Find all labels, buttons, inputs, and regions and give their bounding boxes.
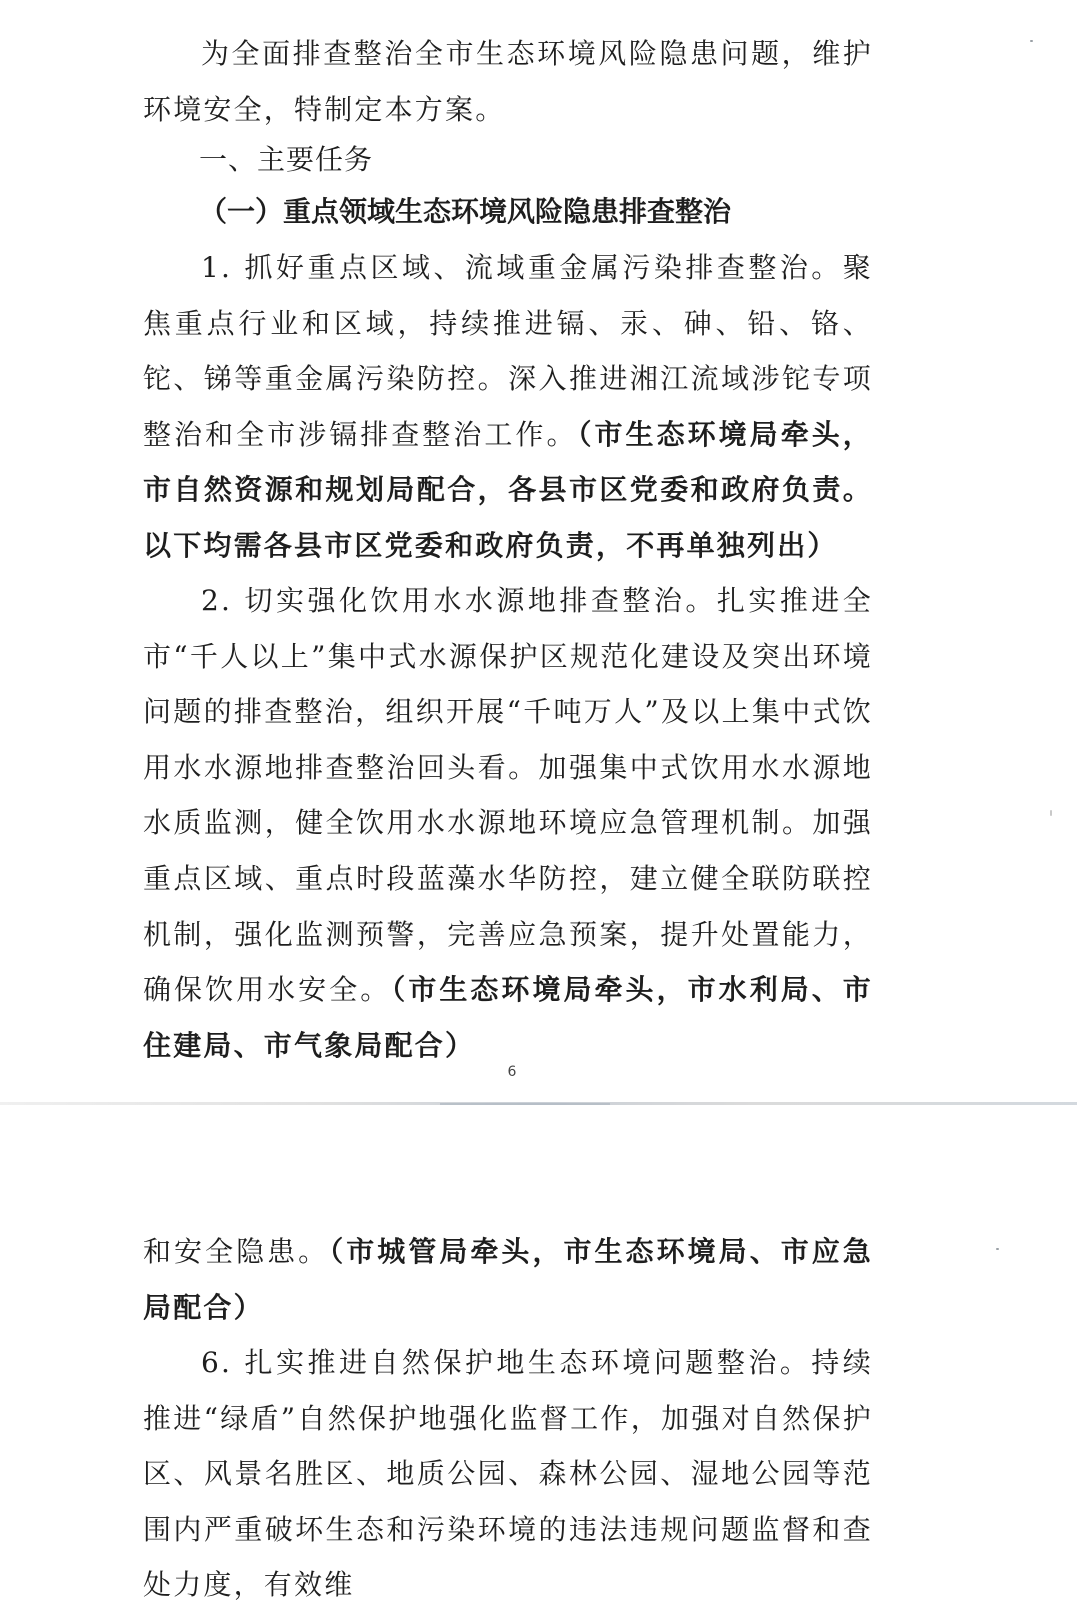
task-item-1-responsibility: （市生态环境局牵头，市自然资源和规划局配合，各县市区党委和政府负责。以下均需各县市区党委和政府负责，不再单独列出） — [143, 417, 873, 562]
task-item-1-text: 1. 抓好重点区域、流域重金属污染排查整治。聚焦重点行业和区域，持续推进镉、汞、砷、铅、铬、铊、锑等重金属污染防控。深入推进湘江流域涉铊专项整治和全市涉镉排查整治工作。 — [143, 251, 873, 451]
task-item-2 — [143, 573, 873, 1073]
scan-speck — [1050, 810, 1052, 816]
intro-paragraph: 为全面排查整治全市生态环境风险隐患问题，维护环境安全，特制定本方案。 — [143, 37, 873, 126]
scan-speck — [1030, 40, 1033, 42]
task-item-2-responsibility: （市生态环境局牵头，市水利局、市住建局、市气象局配合） — [143, 973, 873, 1062]
task-item-1 — [143, 240, 873, 574]
section-heading: 一、主要任务 — [199, 143, 374, 176]
scan-speck — [996, 1248, 999, 1250]
continuation-text: 和安全隐患。 — [143, 1235, 330, 1268]
page-number: 6 — [507, 1064, 517, 1080]
continuation-responsibility: （市城管局牵头，市生态环境局、市应急局配合） — [143, 1235, 874, 1324]
task-item-6: 6. 扎实推进自然保护地生态环境问题整治。持续推进“绿盾”自然保护地强化监督工作，加强对自然保护区、风景名胜区、地质公园、森林公园、湿地公园等范围内严重破坏生态和污染环境的违法违规问题监督和查处力度，有效维 — [143, 1346, 873, 1602]
subsection-heading: （一）重点领域生态环境风险隐患排查整治 — [199, 195, 732, 228]
continuation-paragraph — [143, 1224, 873, 1335]
task-item-2-text: 2. 切实强化饮用水水源地排查整治。扎实推进全市“千人以上”集中式水源保护区规范化建设及突出环境问题的排查整治，组织开展“千吨万人”及以上集中式饮用水水源地排查整治回头看。加强集中式饮用水水源地水质监测，健全饮用水水源地环境应急管理机制。加强重点区域、重点时段蓝藻水华防控，建立健全联防联控机制，强化监测预警，完善应急预案，提升处置能力，确保饮用水安全。 — [143, 584, 873, 1007]
page-break-line-accent — [440, 1103, 610, 1105]
